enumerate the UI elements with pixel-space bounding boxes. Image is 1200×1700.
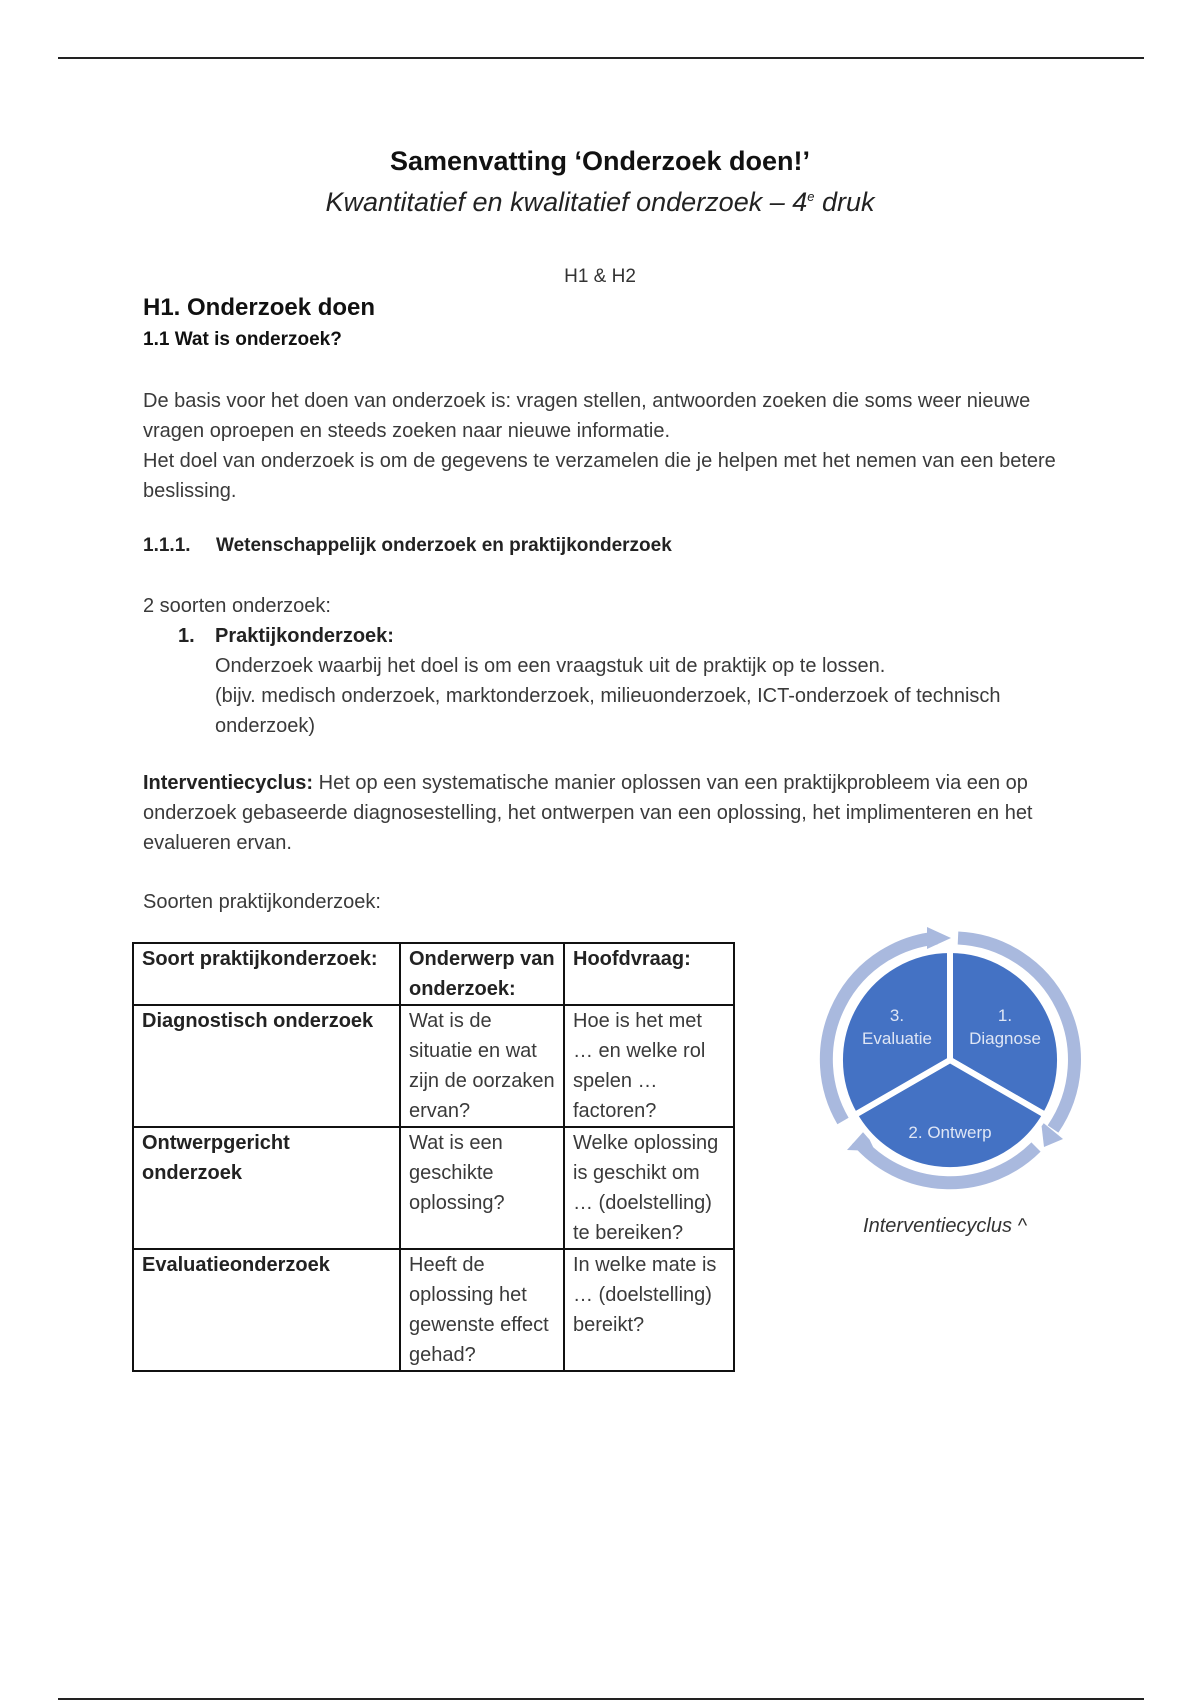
- intro-paragraph: [143, 386, 1073, 506]
- table-header-row: [133, 943, 734, 1005]
- table-cell: Evaluatieonderzoek: [133, 1249, 400, 1371]
- table-row: [133, 1005, 734, 1127]
- list-item: [215, 621, 1028, 741]
- intervention-cycle-diagram: [815, 925, 1085, 1195]
- table-cell: Diagnostisch onderzoek: [133, 1005, 400, 1127]
- table-header-cell: Hoofdvraag:: [564, 943, 734, 1005]
- paragraph-doel: Het doel van onderzoek is om de gegevens te verzamelen die je helpen met het nemen van een betere beslissing.: [143, 450, 1056, 502]
- list-item-examples: (bijv. medisch onderzoek, marktonderzoek, milieuonderzoek, ICT-onderzoek of technisch onderzoek): [215, 685, 1001, 737]
- list-item-label: Praktijkonderzoek:: [215, 625, 394, 647]
- table-intro: Soorten praktijkonderzoek:: [143, 891, 381, 913]
- definition-paragraph: [143, 768, 1073, 858]
- document-title: Samenvatting ‘Onderzoek doen!’: [389, 146, 811, 176]
- table-cell: Heeft de oplossing het gewenste effect gehad?: [400, 1249, 564, 1371]
- paragraph-basis: De basis voor het doen van onderzoek is: vragen stellen, antwoorden zoeken die soms weer nieuwe vragen oproepen en steeds zoeken naar nieuwe informatie.: [143, 390, 1031, 442]
- list-item-description: Onderzoek waarbij het doel is om een vraagstuk uit de praktijk op te lossen.: [215, 655, 886, 677]
- document-subtitle: Kwantitatief en kwalitatief onderzoek – 4e druk: [325, 187, 875, 217]
- definition-text: Het op een systematische manier oplossen van een praktijkprobleem via een op onderzoek gebaseerde diagnosestelling, het ontwerpen van een oplossing, het implimenteren en het evalueren ervan.: [143, 772, 1033, 854]
- section-heading: 1.1 Wat is onderzoek?: [143, 329, 342, 350]
- table-header-cell: Soort praktijkonderzoek:: [133, 943, 400, 1005]
- table-cell: In welke mate is … (doelstelling) bereikt?: [564, 1249, 734, 1371]
- table-cell: Wat is de situatie en wat zijn de oorzaken ervan?: [400, 1005, 564, 1127]
- table-cell: Welke oplossing is geschikt om … (doelstelling) te bereiken?: [564, 1127, 734, 1249]
- table-row: [133, 1127, 734, 1249]
- list-number: 1.: [178, 625, 195, 647]
- top-rule: [58, 57, 1144, 59]
- label-evaluatie: Evaluatie: [862, 1029, 932, 1048]
- chapters-label: H1 & H2: [564, 266, 636, 287]
- research-list: [178, 621, 1028, 741]
- chapter-heading: H1. Onderzoek doen: [143, 294, 376, 321]
- diagram-caption: Interventiecyclus ^: [863, 1215, 1027, 1237]
- label-evaluatie-number: 3.: [889, 1006, 905, 1025]
- label-ontwerp: 2. Ontwerp: [908, 1123, 992, 1142]
- table-cell: Ontwerpgericht onderzoek: [133, 1127, 400, 1249]
- label-diagnose-number: 1.: [997, 1006, 1013, 1025]
- research-types-table: [132, 942, 735, 1372]
- table-cell: Wat is een geschikte oplossing?: [400, 1127, 564, 1249]
- types-intro: 2 soorten onderzoek:: [143, 595, 331, 617]
- table-row: [133, 1249, 734, 1371]
- arrow-head: [927, 927, 951, 949]
- table-cell: Hoe is het met … en welke rol spelen … factoren?: [564, 1005, 734, 1127]
- subsection-heading: 1.1.1. Wetenschappelijk onderzoek en praktijkonderzoek: [143, 535, 672, 556]
- label-diagnose: Diagnose: [969, 1029, 1041, 1048]
- table-header-cell: Onderwerp van onderzoek:: [400, 943, 564, 1005]
- definition-term: Interventiecyclus:: [143, 772, 314, 794]
